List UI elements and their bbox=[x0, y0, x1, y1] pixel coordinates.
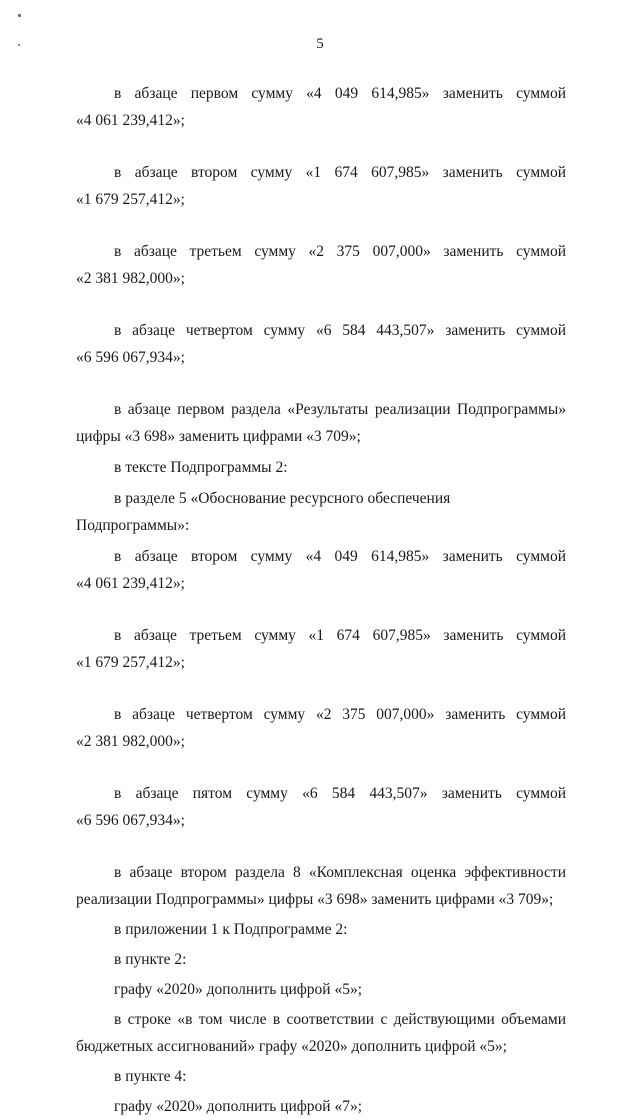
paragraph-line: в абзаце третьем сумму «2 375 007,000» заменить суммой bbox=[114, 243, 566, 260]
paragraph-line: в абзаце третьем сумму «1 674 607,985» заменить суммой bbox=[114, 627, 566, 644]
document-body bbox=[76, 80, 566, 1120]
paragraph bbox=[76, 543, 566, 597]
scan-mark bbox=[18, 14, 21, 17]
paragraph-line: в абзаце первом раздела «Результаты реализации Подпрограммы» bbox=[114, 401, 566, 418]
paragraph-line: в разделе 5 «Обоснование ресурсного обеспечения Подпрограммы»: bbox=[76, 490, 451, 534]
paragraph-continuation: «6 596 067,934»; bbox=[76, 812, 185, 829]
paragraph-continuation: бюджетных ассигнований» графу «2020» дополнить цифрой «5»; bbox=[76, 1038, 507, 1055]
paragraph-line: в пункте 4: bbox=[114, 1068, 187, 1085]
paragraph bbox=[76, 701, 566, 755]
paragraph-continuation: «2 381 982,000»; bbox=[76, 270, 185, 287]
paragraph bbox=[76, 976, 566, 1003]
paragraph bbox=[76, 1063, 566, 1090]
paragraph-continuation: «4 061 239,412»; bbox=[76, 112, 185, 129]
paragraph-line: в абзаце первом сумму «4 049 614,985» заменить суммой bbox=[114, 85, 566, 102]
paragraph-continuation: «2 381 982,000»; bbox=[76, 733, 185, 750]
paragraph-continuation: реализации Подпрограммы» цифры «3 698» заменить цифрами «3 709»; bbox=[76, 891, 554, 908]
paragraph-continuation: «1 679 257,412»; bbox=[76, 191, 185, 208]
paragraph-line: в приложении 1 к Подпрограмме 2: bbox=[114, 921, 348, 938]
paragraph-continuation: цифры «3 698» заменить цифрами «3 709»; bbox=[76, 428, 361, 445]
paragraph bbox=[76, 396, 566, 450]
paragraph bbox=[76, 1006, 566, 1060]
paragraph-continuation: «6 596 067,934»; bbox=[76, 349, 185, 366]
paragraph-line: графу «2020» дополнить цифрой «7»; bbox=[114, 1098, 363, 1115]
paragraph-line: в абзаце втором сумму «4 049 614,985» заменить суммой bbox=[114, 548, 566, 565]
paragraph bbox=[76, 622, 566, 676]
paragraph-line: в строке «в том числе в соответствии с действующими объемами bbox=[114, 1011, 566, 1028]
paragraph-line: в абзаце втором раздела 8 «Комплексная оценка эффективности bbox=[114, 864, 566, 881]
paragraph-line: в абзаце четвертом сумму «2 375 007,000» заменить суммой bbox=[114, 706, 566, 723]
paragraph-line: в абзаце четвертом сумму «6 584 443,507» заменить суммой bbox=[114, 322, 566, 339]
paragraph bbox=[76, 454, 566, 481]
paragraph bbox=[76, 159, 566, 213]
paragraph-line: в тексте Подпрограммы 2: bbox=[114, 459, 288, 476]
paragraph bbox=[76, 1093, 566, 1120]
paragraph bbox=[76, 946, 566, 973]
page-number: 5 bbox=[316, 36, 324, 52]
paragraph bbox=[76, 485, 566, 539]
paragraph-line: графу «2020» дополнить цифрой «5»; bbox=[114, 981, 363, 998]
paragraph-line: в абзаце втором сумму «1 674 607,985» заменить суммой bbox=[114, 164, 566, 181]
paragraph-continuation: «1 679 257,412»; bbox=[76, 654, 185, 671]
paragraph bbox=[76, 916, 566, 943]
paragraph-continuation: «4 061 239,412»; bbox=[76, 575, 185, 592]
paragraph-line: в абзаце пятом сумму «6 584 443,507» заменить суммой bbox=[114, 785, 566, 802]
paragraph-line: в пункте 2: bbox=[114, 951, 187, 968]
paragraph bbox=[76, 238, 566, 292]
paragraph bbox=[76, 317, 566, 371]
paragraph bbox=[76, 780, 566, 834]
paragraph bbox=[76, 80, 566, 134]
